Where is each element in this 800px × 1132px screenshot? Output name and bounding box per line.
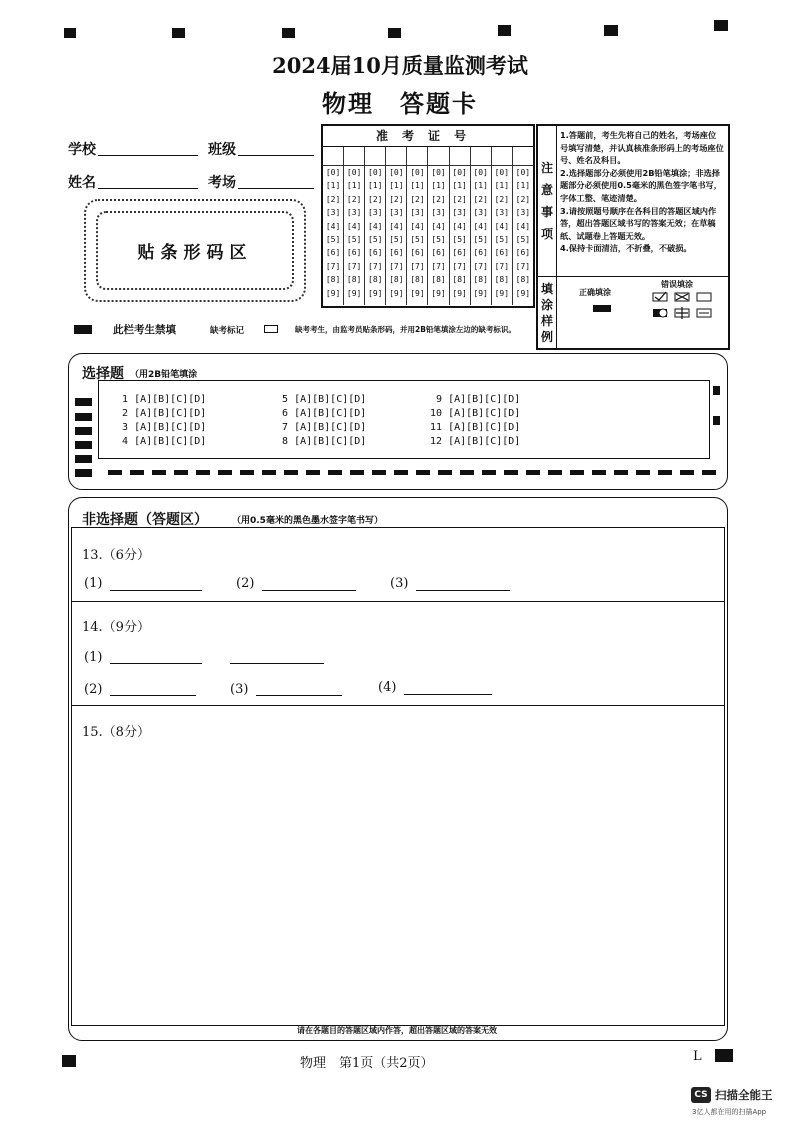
q14-part4-answer[interactable] — [404, 694, 492, 695]
class-label: 班级 — [208, 142, 236, 158]
exam-id-bubble[interactable]: [0] — [494, 168, 510, 177]
timing-mark — [498, 25, 511, 36]
exam-id-bubble[interactable]: [1] — [473, 181, 488, 191]
q14-part4-label: (4) — [378, 680, 397, 695]
page-side: L — [693, 1049, 702, 1064]
exam-id-bubble[interactable]: [6] — [410, 248, 425, 258]
name-label: 姓名 — [68, 175, 96, 191]
exam-id-bubble[interactable]: [4] — [410, 221, 425, 231]
forbid-label: 此栏考生禁填 — [113, 324, 176, 336]
exam-id-digit-box[interactable] — [428, 147, 448, 166]
exam-id-bubble[interactable]: [5] — [346, 234, 362, 244]
exam-id-bubble[interactable]: [8] — [389, 275, 404, 285]
choice-question[interactable] — [122, 436, 206, 447]
exam-id-bubble[interactable]: [1] — [368, 181, 383, 191]
exam-id-bubble[interactable]: [2] — [410, 194, 425, 204]
choice-options[interactable]: [A][B][C][D] — [448, 394, 521, 405]
exam-id-bubble[interactable]: [3] — [494, 208, 510, 218]
exam-id-bubble[interactable]: [1] — [431, 181, 446, 191]
choice-question[interactable] — [122, 394, 206, 405]
exam-id-bubble[interactable]: [3] — [389, 208, 404, 218]
exam-id-bubble[interactable]: [6] — [515, 248, 531, 258]
choice-options[interactable]: [A][B][C][D] — [134, 394, 207, 405]
q13-part2-label: (2) — [236, 576, 255, 591]
exam-id-bubble[interactable]: [6] — [368, 248, 383, 258]
exam-title: 2024届10月质量监测考试 — [272, 53, 528, 78]
exam-id-column — [471, 147, 492, 305]
exam-id-bubble[interactable]: [1] — [389, 181, 404, 191]
exam-id-digit-box[interactable] — [471, 147, 491, 166]
notice-box — [536, 124, 730, 350]
exam-id-bubble[interactable]: [9] — [368, 288, 383, 298]
exam-id-column — [492, 147, 513, 305]
exam-id-bubble[interactable]: [3] — [473, 208, 488, 218]
timing-dash — [306, 470, 320, 475]
choice-options[interactable]: [A][B][C][D] — [294, 422, 367, 433]
timing-mark — [282, 28, 295, 38]
exam-id-bubble[interactable]: [8] — [431, 275, 446, 285]
exam-id-bubble[interactable]: [7] — [368, 261, 383, 271]
exam-id-bubble[interactable]: [5] — [452, 234, 467, 244]
exam-id-bubble[interactable]: [4] — [431, 221, 446, 231]
exam-id-bubble[interactable]: [1] — [452, 181, 467, 191]
exam-id-bubble[interactable]: [9] — [346, 288, 362, 298]
exam-id-bubble[interactable]: [1] — [494, 181, 510, 191]
timing-mark — [714, 20, 728, 31]
exam-id-bubble[interactable]: [0] — [473, 168, 488, 177]
footer-timing-mark — [715, 1049, 733, 1062]
exam-id-bubble[interactable]: [9] — [515, 288, 531, 298]
exam-id-bubble[interactable]: [8] — [410, 275, 425, 285]
exam-id-bubble[interactable]: [9] — [410, 288, 425, 298]
absent-timing-mark — [74, 325, 92, 334]
exam-id-bubble[interactable]: [7] — [325, 261, 341, 271]
name-field[interactable] — [98, 188, 198, 189]
exam-id-bubble[interactable]: [8] — [452, 275, 467, 285]
exam-id-bubble[interactable]: [4] — [515, 221, 531, 231]
exam-id-bubble[interactable]: [2] — [452, 194, 467, 204]
exam-id-bubble[interactable]: [9] — [452, 288, 467, 298]
exam-id-bubble[interactable]: [4] — [368, 221, 383, 231]
choice-options[interactable]: [A][B][C][D] — [294, 436, 367, 447]
timing-dash — [416, 470, 430, 475]
correct-fill-label: 正确填涂 — [579, 288, 611, 297]
school-field[interactable] — [98, 155, 198, 156]
exam-id-bubble[interactable]: [3] — [452, 208, 467, 218]
q13-part3-label: (3) — [390, 576, 409, 591]
timing-dash — [262, 470, 276, 475]
watermark-slogan: 3亿人都在用的扫描App — [692, 1108, 767, 1116]
exam-id-column — [428, 147, 449, 305]
class-field[interactable] — [238, 155, 314, 156]
exam-id-column — [323, 147, 344, 305]
absent-instruction: 缺考考生，由监考员贴条形码，并用2B铅笔填涂左边的缺考标识。 — [295, 325, 516, 334]
exam-id-bubble[interactable]: [5] — [325, 234, 341, 244]
exam-id-grid — [321, 124, 535, 308]
timing-dash — [152, 470, 166, 475]
wrong-fill-label: 错误填涂 — [661, 280, 693, 289]
q14-part1-answer-b[interactable] — [230, 663, 324, 664]
choice-question[interactable] — [436, 394, 520, 405]
timing-dash — [350, 470, 364, 475]
choice-number: 6 — [282, 408, 289, 419]
timing-dash — [636, 470, 650, 475]
choice-grid — [98, 380, 710, 459]
choice-number: 2 — [122, 408, 129, 419]
school-label: 学校 — [68, 142, 96, 158]
q14-part3-answer[interactable] — [256, 695, 342, 696]
notice-item: 1.答题前，考生先将自己的姓名，考场座位号填写清楚，并认真核准条形码上的考场座位号、姓名及科目。 — [560, 130, 724, 166]
exam-id-bubble[interactable]: [4] — [494, 221, 510, 231]
exam-id-bubble[interactable]: [0] — [325, 168, 341, 177]
exam-id-bubble[interactable]: [4] — [346, 221, 362, 231]
absent-checkbox[interactable] — [264, 325, 278, 333]
exam-id-header: 准考证号 — [323, 126, 533, 147]
wrong-fill-icons — [651, 291, 723, 323]
exam-id-bubble[interactable]: [0] — [389, 168, 404, 177]
exam-id-bubble[interactable]: [3] — [346, 208, 362, 218]
exam-id-bubble[interactable]: [6] — [325, 248, 341, 258]
timing-dash — [592, 470, 606, 475]
choice-options[interactable]: [A][B][C][D] — [134, 408, 207, 419]
exam-id-digit-box[interactable] — [386, 147, 406, 166]
choice-question[interactable] — [282, 422, 366, 433]
timing-dash — [614, 470, 628, 475]
choice-question[interactable] — [282, 408, 366, 419]
exam-id-bubble[interactable]: [2] — [515, 194, 531, 204]
exam-id-column — [450, 147, 471, 305]
exam-id-bubble[interactable]: [2] — [325, 194, 341, 204]
row-timing-mark — [75, 398, 92, 406]
timing-dash — [504, 470, 518, 475]
exam-id-bubble[interactable]: [5] — [389, 234, 404, 244]
exam-id-bubble[interactable]: [8] — [368, 275, 383, 285]
exam-id-bubble[interactable]: [2] — [494, 194, 510, 204]
exam-id-bubble[interactable]: [7] — [389, 261, 404, 271]
barcode-area — [84, 199, 306, 302]
choice-question[interactable] — [282, 394, 366, 405]
exam-id-column — [386, 147, 407, 305]
choice-question[interactable] — [430, 422, 520, 433]
choice-options[interactable]: [A][B][C][D] — [134, 436, 207, 447]
choice-options[interactable]: [A][B][C][D] — [448, 436, 521, 447]
exam-id-bubble[interactable]: [0] — [368, 168, 383, 177]
exam-id-bubble[interactable]: [5] — [368, 234, 383, 244]
timing-dash — [284, 470, 298, 475]
q14-label: 14.（9分） — [82, 620, 150, 635]
timing-dash — [680, 470, 694, 475]
exam-id-bubble[interactable]: [4] — [473, 221, 488, 231]
exam-id-bubble[interactable]: [1] — [325, 181, 341, 191]
exam-id-bubble[interactable]: [2] — [389, 194, 404, 204]
timing-dash — [240, 470, 254, 475]
timing-dash — [526, 470, 540, 475]
nonchoice-title: 非选择题（答题区） — [82, 512, 208, 528]
row-timing-mark — [75, 455, 92, 463]
exam-id-bubble[interactable]: [6] — [494, 248, 510, 258]
exam-id-column — [365, 147, 386, 305]
choice-options[interactable]: [A][B][C][D] — [294, 394, 367, 405]
exam-id-bubble[interactable]: [2] — [431, 194, 446, 204]
timing-mark — [604, 25, 618, 36]
timing-dash — [482, 470, 496, 475]
exam-id-column — [407, 147, 428, 305]
exam-id-bubble[interactable]: [3] — [368, 208, 383, 218]
exam-id-bubble[interactable]: [3] — [325, 208, 341, 218]
exam-id-bubble[interactable]: [6] — [389, 248, 404, 258]
correct-fill-mark — [593, 305, 611, 312]
card-subtitle: 物理 答题卡 — [322, 89, 478, 118]
q14-part1-answer-a[interactable] — [110, 663, 202, 664]
exam-id-bubble[interactable]: [4] — [325, 221, 341, 231]
timing-dash — [460, 470, 474, 475]
q14-part1-label: (1) — [84, 650, 103, 665]
fill-example-label: 填 涂 样 例 — [538, 276, 557, 349]
exam-id-bubble[interactable]: [4] — [389, 221, 404, 231]
exam-id-bubble[interactable]: [8] — [346, 275, 362, 285]
exam-id-bubble[interactable]: [1] — [515, 181, 531, 191]
choice-number: 9 — [436, 394, 443, 405]
timing-mark — [172, 28, 185, 38]
timing-dash — [658, 470, 672, 475]
row-timing-mark — [75, 427, 92, 435]
notice-item: 2.选择题部分必须使用2B铅笔填涂；非选择题部分必须使用0.5毫米的黑色签字笔书写，字体工整、笔迹清楚。 — [560, 167, 722, 203]
footer-timing-mark — [62, 1055, 76, 1067]
exam-id-bubble[interactable]: [6] — [431, 248, 446, 258]
q15-answer-area[interactable] — [71, 742, 723, 1024]
exam-id-bubble[interactable]: [7] — [410, 261, 425, 271]
exam-id-bubble[interactable]: [5] — [473, 234, 488, 244]
choice-hint: （用2B铅笔填涂 — [130, 370, 198, 380]
exam-id-bubble[interactable]: [5] — [431, 234, 446, 244]
q14-part3-label: (3) — [230, 682, 249, 697]
exam-id-bubble[interactable]: [0] — [431, 168, 446, 177]
exam-id-bubble[interactable]: [9] — [494, 288, 510, 298]
exam-id-bubble[interactable]: [0] — [346, 168, 362, 177]
q14-part2-answer[interactable] — [110, 695, 196, 696]
choice-options[interactable]: [A][B][C][D] — [448, 408, 521, 419]
q14-part2-label: (2) — [84, 682, 103, 697]
choice-options[interactable]: [A][B][C][D] — [294, 408, 367, 419]
exam-id-digit-box[interactable] — [407, 147, 427, 166]
footer-warning: 请在各题目的答题区域内作答，超出答题区域的答案无效 — [297, 1026, 497, 1035]
choice-number: 4 — [122, 436, 129, 447]
q13-label: 13.（6分） — [82, 548, 150, 563]
exam-id-digit-box[interactable] — [450, 147, 470, 166]
exam-id-bubble[interactable]: [5] — [494, 234, 510, 244]
exam-id-digit-box[interactable] — [365, 147, 385, 166]
choice-number: 12 — [430, 436, 443, 447]
exam-id-digit-box[interactable] — [323, 147, 343, 166]
fill-example-row — [557, 276, 728, 349]
timing-dash — [174, 470, 188, 475]
exam-id-bubble[interactable]: [9] — [389, 288, 404, 298]
exam-id-bubble[interactable]: [3] — [431, 208, 446, 218]
choice-question[interactable] — [430, 436, 520, 447]
barcode-label: 贴条形码区 — [137, 243, 253, 263]
exam-id-bubble[interactable]: [0] — [410, 168, 425, 177]
exam-id-bubble[interactable]: [0] — [515, 168, 531, 177]
choice-title: 选择题 — [82, 366, 124, 382]
timing-dash — [328, 470, 342, 475]
exam-id-bubble[interactable]: [9] — [325, 288, 341, 298]
timing-dash — [438, 470, 452, 475]
choice-number: 8 — [282, 436, 289, 447]
timing-dash — [108, 470, 122, 475]
exam-id-bubble[interactable]: [3] — [410, 208, 425, 218]
choice-question[interactable] — [122, 422, 206, 433]
timing-mark — [388, 28, 401, 38]
row-timing-mark — [75, 469, 92, 477]
exam-id-bubble[interactable]: [1] — [346, 181, 362, 191]
watermark-app: 扫描全能王 — [715, 1088, 773, 1102]
exam-id-column — [513, 147, 533, 305]
choice-number: 7 — [282, 422, 289, 433]
exam-id-column — [344, 147, 365, 305]
timing-dash — [372, 470, 386, 475]
notice-label: 注 意 事 项 — [538, 126, 557, 276]
exam-id-bubble[interactable]: [6] — [452, 248, 467, 258]
choice-question[interactable] — [282, 436, 366, 447]
exam-id-bubble[interactable]: [2] — [368, 194, 383, 204]
exam-id-digit-box[interactable] — [492, 147, 512, 166]
exam-room-field[interactable] — [238, 188, 314, 189]
row-timing-mark — [75, 413, 92, 421]
q13-part1-answer[interactable] — [110, 590, 202, 591]
exam-id-bubble[interactable]: [7] — [515, 261, 531, 271]
right-mark — [713, 416, 720, 425]
exam-id-bubble[interactable]: [9] — [473, 288, 488, 298]
exam-id-bubble[interactable]: [4] — [452, 221, 467, 231]
exam-id-bubble[interactable]: [2] — [473, 194, 488, 204]
timing-dash — [570, 470, 584, 475]
exam-id-digit-box[interactable] — [513, 147, 533, 166]
exam-id-bubble[interactable]: [0] — [452, 168, 467, 177]
choice-question[interactable] — [122, 408, 206, 419]
q15-label: 15.（8分） — [82, 725, 150, 740]
nonchoice-hint: （用0.5毫米的黑色墨水签字笔书写） — [232, 516, 383, 526]
right-mark — [713, 386, 720, 395]
exam-id-bubble[interactable]: [9] — [431, 288, 446, 298]
timing-dash — [394, 470, 408, 475]
notice-item: 3.请按照题号顺序在各科目的答题区域内作答，超出答题区域书写的答案无效；在草稿纸、试题卷上答题无效。 — [560, 205, 717, 241]
exam-id-bubble[interactable]: [7] — [473, 261, 488, 271]
timing-dash — [548, 470, 562, 475]
timing-mark — [64, 28, 76, 38]
timing-dash — [218, 470, 232, 475]
exam-id-bubble[interactable]: [5] — [515, 234, 531, 244]
exam-id-digit-box[interactable] — [344, 147, 364, 166]
exam-id-bubble[interactable]: [1] — [410, 181, 425, 191]
choice-options[interactable]: [A][B][C][D] — [134, 422, 207, 433]
exam-id-bubble[interactable]: [2] — [346, 194, 362, 204]
exam-id-bubble[interactable]: [8] — [515, 275, 531, 285]
exam-id-bubble[interactable]: [6] — [473, 248, 488, 258]
exam-id-bubble[interactable]: [7] — [431, 261, 446, 271]
timing-dash — [130, 470, 144, 475]
q13-part3-answer[interactable] — [416, 590, 510, 591]
choice-number: 10 — [430, 408, 443, 419]
absent-mark-label: 缺考标记 — [210, 326, 245, 336]
exam-id-bubble[interactable]: [8] — [325, 275, 341, 285]
exam-id-bubble[interactable]: [8] — [473, 275, 488, 285]
choice-question[interactable] — [430, 408, 520, 419]
page-number: 物理 第1页（共2页） — [300, 1056, 434, 1071]
exam-id-bubble[interactable]: [7] — [452, 261, 467, 271]
choice-number: 1 — [122, 394, 129, 405]
timing-dash — [196, 470, 210, 475]
exam-id-bubble[interactable]: [8] — [494, 275, 510, 285]
exam-id-bubble[interactable]: [7] — [346, 261, 362, 271]
choice-number: 3 — [122, 422, 129, 433]
exam-id-bubble[interactable]: [3] — [515, 208, 531, 218]
exam-id-bubble[interactable]: [6] — [346, 248, 362, 258]
choice-options[interactable]: [A][B][C][D] — [448, 422, 521, 433]
exam-id-bubble[interactable]: [7] — [494, 261, 510, 271]
timing-dash — [702, 470, 716, 475]
q13-part1-label: (1) — [84, 576, 103, 591]
row-timing-mark — [75, 441, 92, 449]
camscanner-logo-icon: CS — [691, 1087, 711, 1103]
exam-id-bubble[interactable]: [5] — [410, 234, 425, 244]
exam-room-label: 考场 — [208, 175, 236, 191]
choice-number: 11 — [430, 422, 443, 433]
q13-part2-answer[interactable] — [262, 590, 356, 591]
notice-item: 4.保持卡面清洁，不折叠，不破损。 — [560, 243, 692, 254]
choice-number: 5 — [282, 394, 289, 405]
